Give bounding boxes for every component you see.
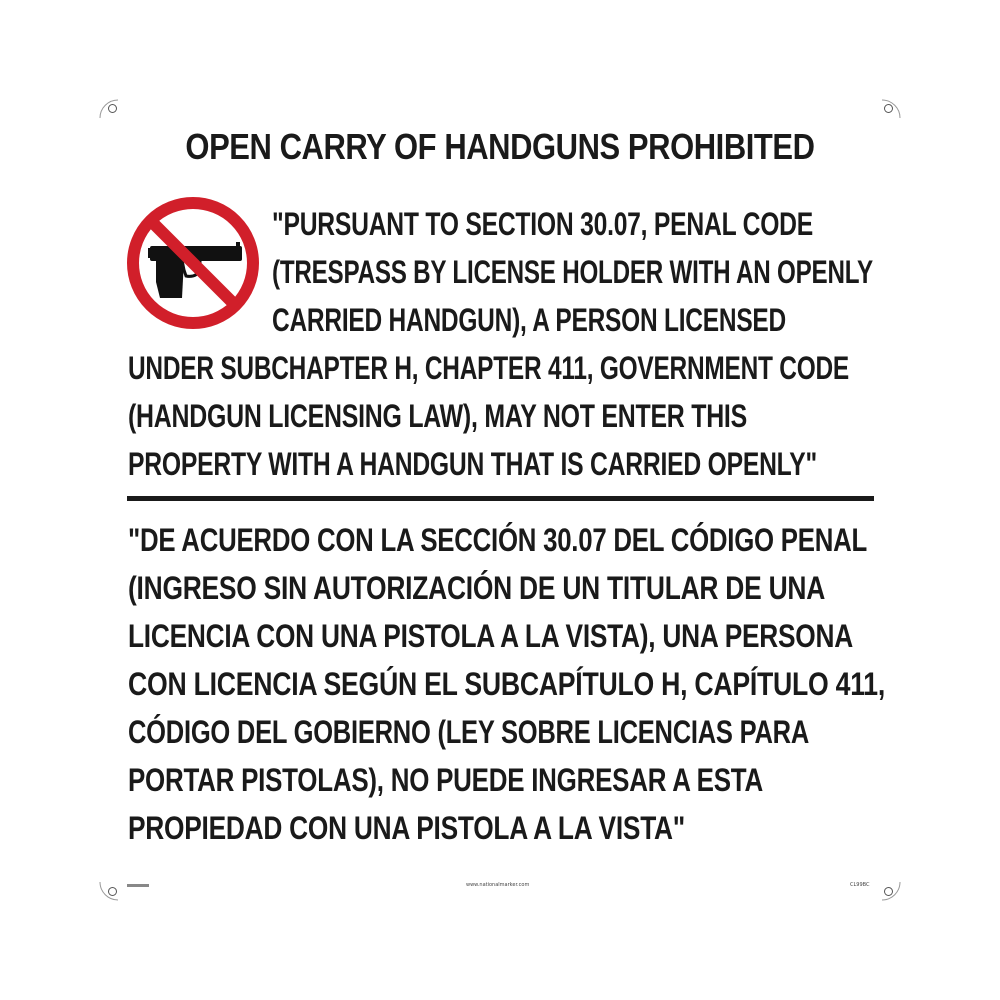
english-line-4: UNDER SUBCHAPTER H, CHAPTER 411, GOVERNMENT CODE: [128, 350, 849, 386]
mounting-hole-top-right: [884, 104, 893, 113]
english-line-2: (TRESPASS BY LICENSE HOLDER WITH AN OPENLY: [272, 254, 873, 290]
spanish-line-7: PROPIEDAD CON UNA PISTOLA A LA VISTA": [128, 810, 686, 846]
spanish-line-2: (INGRESO SIN AUTORIZACIÓN DE UN TITULAR DE UNA: [128, 570, 826, 606]
spanish-line-4: CON LICENCIA SEGÚN EL SUBCAPÍTULO H, CAPÍTULO 411,: [128, 666, 886, 702]
footer-product-code: CL99BC: [850, 882, 870, 888]
spanish-line-6: PORTAR PISTOLAS), NO PUEDE INGRESAR A ESTA: [128, 762, 763, 798]
footer-website: www.nationalmarker.com: [466, 882, 530, 888]
sign-title: OPEN CARRY OF HANDGUNS PROHIBITED: [185, 126, 815, 167]
footer-mark: [127, 884, 149, 887]
english-line-5: (HANDGUN LICENSING LAW), MAY NOT ENTER THIS: [128, 398, 747, 434]
english-line-3: CARRIED HANDGUN), A PERSON LICENSED: [272, 302, 786, 338]
spanish-line-5: CÓDIGO DEL GOBIERNO (LEY SOBRE LICENCIAS PARA: [128, 714, 810, 750]
mounting-hole-bottom-left: [108, 887, 117, 896]
spanish-line-1: "DE ACUERDO CON LA SECCIÓN 30.07 DEL CÓDIGO PENAL: [128, 522, 868, 558]
no-handgun-icon: [126, 196, 260, 330]
english-line-6: PROPERTY WITH A HANDGUN THAT IS CARRIED OPENLY": [128, 446, 818, 482]
mounting-hole-top-left: [108, 104, 117, 113]
section-divider: [127, 496, 874, 501]
mounting-hole-bottom-right: [884, 887, 893, 896]
spanish-line-3: LICENCIA CON UNA PISTOLA A LA VISTA), UNA PERSONA: [128, 618, 853, 654]
english-line-1: "PURSUANT TO SECTION 30.07, PENAL CODE: [272, 206, 813, 242]
